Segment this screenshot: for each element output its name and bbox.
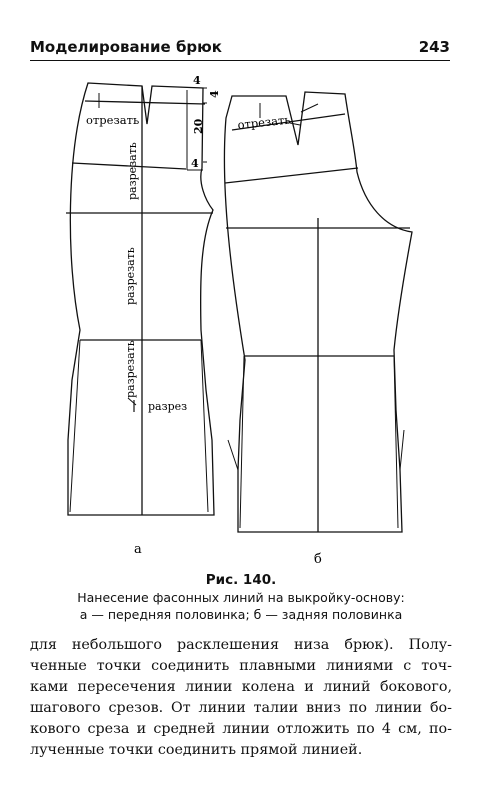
- front-cut-off-label: отрезать: [86, 113, 140, 127]
- page-number: 243: [418, 38, 450, 56]
- front-part-letter: а: [134, 542, 142, 557]
- body-paragraph: [30, 635, 452, 761]
- body-line-2: ченные точки соединить плавными линиями с точ-: [30, 658, 452, 674]
- body-line-1: для небольшого расклешения низа брюк). Полу-: [30, 637, 452, 653]
- body-line-3: ками пересечения линии колена и линий бокового,: [30, 679, 452, 695]
- body-line-5: кового среза и средней линии отложить по 4 см, по-: [30, 721, 452, 737]
- front-cut-label: разрез: [148, 400, 188, 413]
- front-slit-middle-label: разрезать: [124, 247, 137, 305]
- front-half-outline: [68, 83, 214, 515]
- front-dim-height: 20: [192, 118, 205, 134]
- figure-caption-title: Рис. 140.: [205, 572, 277, 588]
- back-cut-off-label: отрезать: [236, 112, 292, 132]
- front-slit-lower-label: разрезать: [124, 340, 137, 398]
- front-slit-upper-label: разрезать: [126, 142, 139, 200]
- figure-caption-line-2: а — передняя половинка; б — задняя половинка: [79, 607, 403, 622]
- figure-caption-line-1: Нанесение фасонных линий на выкройку-основу:: [77, 590, 405, 605]
- running-title: Моделирование брюк: [30, 38, 222, 56]
- back-hip-line: [225, 168, 358, 183]
- body-line-6: лученные точки соединить прямой линией.: [30, 742, 363, 758]
- back-part-letter: б: [314, 552, 322, 567]
- body-line-4: шагового срезов. От линии талии вниз по линии бо-: [30, 700, 452, 716]
- front-dim-right: 4: [208, 90, 221, 98]
- front-dim-top: 4: [193, 74, 201, 87]
- front-dim-bottom: 4: [191, 157, 199, 170]
